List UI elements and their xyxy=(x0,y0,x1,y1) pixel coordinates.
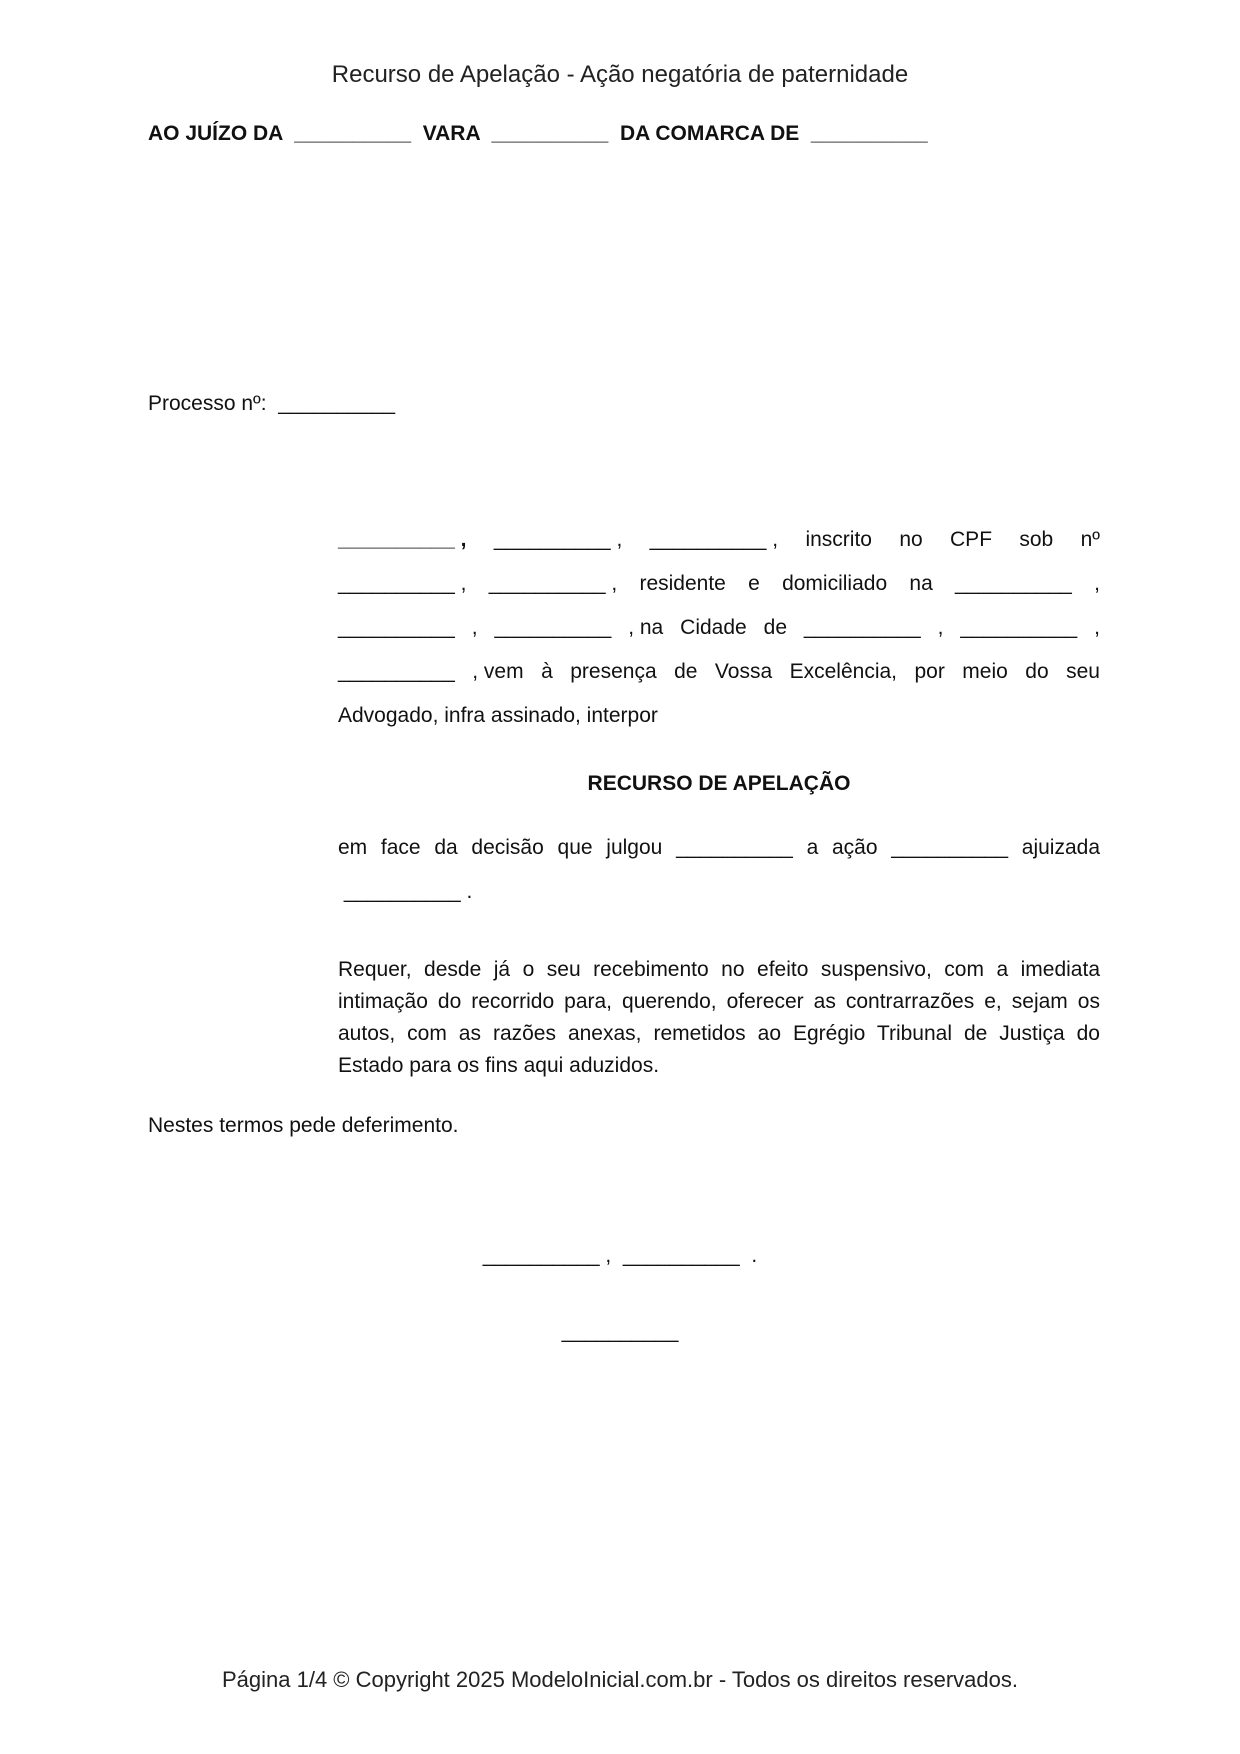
qualification-word: CPF xyxy=(950,528,993,551)
qualification-word: no xyxy=(899,528,923,551)
qualification-word: Cidade xyxy=(680,616,747,639)
decision-word: ação xyxy=(831,836,878,859)
qualification-word: Excelência, xyxy=(789,660,897,683)
qualification-word: __________ xyxy=(960,616,1078,639)
decision-word: decisão xyxy=(471,836,544,859)
document-header-title: Recurso de Apelação - Ação negatória de paternidade xyxy=(331,61,909,88)
qualification-word: __________ , xyxy=(338,528,467,551)
decision-word: __________ xyxy=(891,836,1009,859)
qualification-word: , vem xyxy=(472,660,524,683)
qualification-word: na xyxy=(909,572,933,595)
decision-line-2: __________ . xyxy=(338,880,473,903)
qualification-line-5: Advogado, infra assinado, interpor xyxy=(338,704,658,727)
qualification-word: __________ , xyxy=(488,572,618,595)
qualification-word: por xyxy=(914,660,945,683)
qualification-word: __________ xyxy=(494,616,612,639)
qualification-word: meio xyxy=(962,660,1008,683)
decision-word: julgou xyxy=(606,836,663,859)
qualification-word: domiciliado xyxy=(782,572,888,595)
qualification-word: de xyxy=(674,660,698,683)
qualification-word: sob xyxy=(1019,528,1054,551)
page-footer: Página 1/4 © Copyright 2025 ModeloInicial.com.br - Todos os direitos reservados. xyxy=(222,1667,1018,1692)
appeal-title: RECURSO DE APELAÇÃO xyxy=(587,772,851,795)
qualification-word: do xyxy=(1025,660,1049,683)
qualification-word: , xyxy=(1094,616,1100,639)
qualification-word: , xyxy=(471,616,478,639)
process-number-line: Processo nº: __________ xyxy=(148,392,396,415)
signature-line: __________ xyxy=(561,1320,679,1343)
qualification-word: , xyxy=(937,616,944,639)
request-paragraph: Requer, desde já o seu recebimento no efeito suspensivo, com a imediata intimação do recorrido para, querendo, oferecer as contrarrazões e, sejam os autos, com as razões anexas, remetidos ao Egrégio Tribunal de Justiça do Estado para os fins aqui aduzidos. xyxy=(338,958,1100,1077)
qualification-word: seu xyxy=(1066,660,1100,683)
qualification-word: , xyxy=(1094,572,1100,595)
decision-word: ajuizada xyxy=(1021,836,1100,859)
qualification-word: residente xyxy=(639,572,726,595)
qualification-line-4 xyxy=(338,658,1100,702)
qualification-word: __________ , xyxy=(649,528,779,551)
qualification-word: e xyxy=(748,572,760,595)
qualification-word: __________ , xyxy=(493,528,623,551)
decision-word: a xyxy=(806,836,819,859)
qualification-line-1 xyxy=(338,526,1100,570)
qualification-line-3 xyxy=(338,614,1100,658)
decision-block xyxy=(338,834,1100,922)
qualification-word: à xyxy=(541,660,553,683)
decision-word: face xyxy=(380,836,421,859)
qualification-word: __________ , xyxy=(338,572,467,595)
decision-line-1 xyxy=(338,834,1100,878)
qualification-word: inscrito xyxy=(805,528,872,551)
qualification-block xyxy=(338,526,1100,746)
court-address-line: AO JUÍZO DA __________ VARA __________ DA COMARCA DE __________ xyxy=(148,122,928,145)
qualification-word: __________ xyxy=(803,616,921,639)
qualification-word: de xyxy=(763,616,787,639)
qualification-word: __________ xyxy=(338,660,455,683)
qualification-word: __________ xyxy=(955,572,1072,595)
decision-word: em xyxy=(338,836,368,859)
qualification-word: nº xyxy=(1080,528,1100,551)
decision-word: da xyxy=(434,836,458,859)
qualification-line-2 xyxy=(338,570,1100,614)
place-date-line: __________ , __________ . xyxy=(482,1244,758,1267)
qualification-word: __________ xyxy=(338,616,455,639)
qualification-word: , na xyxy=(628,616,664,639)
decision-word: __________ xyxy=(676,836,793,859)
closing-text: Nestes termos pede deferimento. xyxy=(148,1114,459,1137)
qualification-word: presença xyxy=(570,660,657,683)
qualification-word: Vossa xyxy=(714,660,773,683)
decision-word: que xyxy=(557,836,593,859)
